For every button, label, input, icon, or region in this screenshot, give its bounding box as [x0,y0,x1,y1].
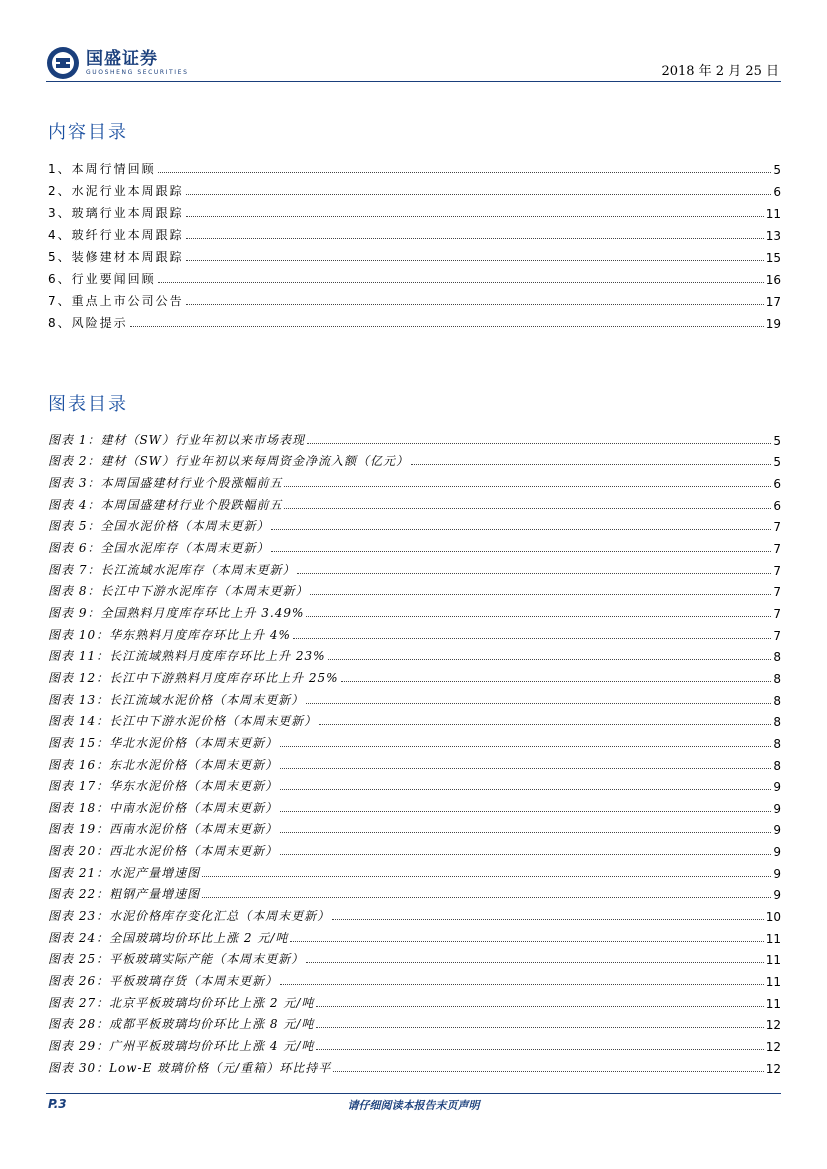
figure-entry[interactable] [48,902,781,924]
figure-entry[interactable] [48,751,781,773]
figure-entry-page: 11 [765,975,781,990]
figure-entry-label: 图表 11：长江流域熟料月度库存环比上升 23% [48,649,326,664]
figure-entry[interactable] [48,643,781,665]
figure-entry-page: 9 [773,866,781,881]
dot-leader [333,1070,763,1072]
figure-entry[interactable] [48,794,781,816]
figure-entry[interactable] [48,859,781,881]
dot-leader [186,215,764,217]
figure-entry[interactable] [48,578,781,600]
contents-entry[interactable] [48,309,781,331]
figure-entry-label: 图表 18：中南水泥价格（本周末更新） [48,800,279,815]
dot-leader [284,485,771,487]
figure-entry[interactable] [48,816,781,838]
contents-entry[interactable] [48,155,781,177]
figure-entry-page: 11 [765,996,781,1011]
figure-entry-label: 图表 26：平板玻璃存货（本周末更新） [48,974,279,989]
figure-entry-label: 图表 12：长江中下游熟料月度库存环比上升 25% [48,670,339,685]
dot-leader [186,259,764,261]
dot-leader [280,810,771,812]
figure-entry-page: 7 [773,585,781,600]
figure-entry-label: 图表 30：Low-E 玻璃价格（元/重箱）环比持平 [48,1060,332,1075]
figure-entry-page: 9 [773,888,781,903]
figure-entry-label: 图表 29：广州平板玻璃均价环比上涨 4 元/吨 [48,1039,315,1054]
figure-entry[interactable] [48,708,781,730]
dot-leader [306,961,764,963]
contents-entry-page: 16 [765,273,781,287]
page-header [46,42,781,82]
figure-entry[interactable] [48,556,781,578]
figure-entry-page: 5 [773,433,781,448]
figure-entry[interactable] [48,599,781,621]
dot-leader [280,853,771,855]
contents-entry[interactable] [48,221,781,243]
figure-entry-page: 5 [773,455,781,470]
dot-leader [158,281,764,283]
figure-entry-page: 9 [773,823,781,838]
figure-entry[interactable] [48,426,781,448]
logo-mark-icon [46,46,80,80]
dot-leader [290,940,763,942]
figure-entry-page: 8 [773,715,781,730]
figure-entry-page: 9 [773,801,781,816]
contents-entry-page: 19 [765,317,781,331]
contents-list [48,155,781,331]
figure-entry-label: 图表 17：华东水泥价格（本周末更新） [48,779,279,794]
contents-entry-page: 17 [765,295,781,309]
figure-entry[interactable] [48,1011,781,1033]
dot-leader [293,637,771,639]
contents-entry[interactable] [48,243,781,265]
contents-entry-label: 2、水泥行业本周跟踪 [48,184,184,198]
figure-entry-label: 图表 10：华东熟料月度库存环比上升 4% [48,627,291,642]
dot-leader [280,767,771,769]
dot-leader [328,658,772,660]
figure-entry-page: 7 [773,628,781,643]
figure-entry[interactable] [48,621,781,643]
figure-entry-page: 12 [765,1040,781,1055]
figure-entry-label: 图表 19：西南水泥价格（本周末更新） [48,822,279,837]
figure-entry-label: 图表 2：建材（SW）行业年初以来每周资金净流入额（亿元） [48,454,410,469]
figure-entry-label: 图表 15：华北水泥价格（本周末更新） [48,735,279,750]
figure-entry-page: 11 [765,931,781,946]
figure-entry-page: 12 [765,1061,781,1076]
contents-entry-page: 6 [773,185,781,199]
contents-entry-page: 13 [765,229,781,243]
footer-divider [46,1093,781,1094]
dot-leader [284,507,771,509]
figure-entry-page: 6 [773,476,781,491]
figure-entry-page: 7 [773,520,781,535]
dot-leader [341,680,772,682]
dot-leader [186,193,772,195]
figure-entry[interactable] [48,1054,781,1076]
figure-entry[interactable] [48,967,781,989]
dot-leader [280,745,771,747]
contents-entry[interactable] [48,287,781,309]
dot-leader [319,723,771,725]
header-divider [46,81,781,82]
figure-entry[interactable] [48,534,781,556]
figure-entry[interactable] [48,686,781,708]
dot-leader [202,875,771,877]
dot-leader [316,1048,763,1050]
figure-entry-label: 图表 5：全国水泥价格（本周末更新） [48,519,270,534]
contents-entry-label: 6、行业要闻回顾 [48,272,156,286]
figure-entry[interactable] [48,837,781,859]
figure-entry-page: 10 [765,910,781,925]
figure-entry-label: 图表 3：本周国盛建材行业个股涨幅前五 [48,475,283,490]
logo-chinese-name: 国盛证券 [86,48,158,69]
figure-entry-label: 图表 6：全国水泥库存（本周末更新） [48,540,270,555]
figure-entry-page: 7 [773,563,781,578]
figure-entry-page: 9 [773,780,781,795]
figure-entry-page: 8 [773,758,781,773]
figure-entry-page: 11 [765,953,781,968]
contents-entry-label: 7、重点上市公司公告 [48,294,184,308]
figure-entry-page: 7 [773,541,781,556]
figure-entry-page: 8 [773,671,781,686]
dot-leader [310,593,771,595]
figure-entry[interactable] [48,1032,781,1054]
figure-entry-label: 图表 20：西北水泥价格（本周末更新） [48,844,279,859]
report-date: 2018 年 2 月 25 日 [661,64,779,79]
figure-entry[interactable] [48,448,781,470]
figure-entry[interactable] [48,773,781,795]
contents-entry-label: 1、本周行情回顾 [48,162,156,176]
figure-entry-label: 图表 14：长江中下游水泥价格（本周末更新） [48,714,318,729]
contents-entry[interactable] [48,199,781,221]
figure-entry-page: 7 [773,606,781,621]
dot-leader [316,1026,763,1028]
dot-leader [306,702,771,704]
figure-entry-label: 图表 4：本周国盛建材行业个股跌幅前五 [48,497,283,512]
figure-entry-label: 图表 1：建材（SW）行业年初以来市场表现 [48,432,306,447]
dot-leader [202,896,771,898]
contents-entry-label: 8、风险提示 [48,316,128,330]
figure-entry-label: 图表 27：北京平板玻璃均价环比上涨 2 元/吨 [48,995,315,1010]
figure-entry-label: 图表 24：全国玻璃均价环比上涨 2 元/吨 [48,930,289,945]
figure-entry[interactable] [48,881,781,903]
figure-entry-page: 9 [773,845,781,860]
figures-title: 图表目录 [48,394,128,415]
contents-title: 内容目录 [48,122,128,143]
figure-entry-page: 8 [773,736,781,751]
contents-entry-label: 4、玻纤行业本周跟踪 [48,228,184,242]
dot-leader [297,572,771,574]
dot-leader [271,528,771,530]
figure-entry[interactable] [48,469,781,491]
dot-leader [158,171,772,173]
dot-leader [307,442,771,444]
dot-leader [280,983,764,985]
contents-entry[interactable] [48,177,781,199]
contents-entry-label: 5、装修建材本周跟踪 [48,250,184,264]
figure-entry[interactable] [48,513,781,535]
figure-entry-label: 图表 7：长江流域水泥库存（本周末更新） [48,562,296,577]
dot-leader [280,831,771,833]
figure-entry-label: 图表 13：长江流域水泥价格（本周末更新） [48,692,305,707]
dot-leader [411,463,771,465]
dot-leader [271,550,771,552]
dot-leader [186,303,764,305]
figure-entry-page: 12 [765,1018,781,1033]
contents-entry-page: 15 [765,251,781,265]
figure-entry-label: 图表 21：水泥产量增速图 [48,865,201,880]
footer-disclaimer: 请仔细阅读本报告末页声明 [347,1099,480,1112]
figure-entry-label: 图表 23：水泥价格库存变化汇总（本周末更新） [48,909,331,924]
contents-entry-page: 11 [765,207,781,221]
figure-entry[interactable] [48,946,781,968]
dot-leader [306,615,771,617]
dot-leader [332,918,764,920]
contents-entry[interactable] [48,265,781,287]
figure-entry-label: 图表 9：全国熟料月度库存环比上升 3.49% [48,605,305,620]
figure-entry[interactable] [48,729,781,751]
figure-entry[interactable] [48,491,781,513]
dot-leader [316,1005,763,1007]
contents-entry-page: 5 [773,163,781,177]
logo-english-name: GUOSHENG SECURITIES [86,68,189,76]
figures-list [48,426,781,1076]
figure-entry-label: 图表 25：平板玻璃实际产能（本周末更新） [48,952,305,967]
figure-entry-label: 图表 28：成都平板玻璃均价环比上涨 8 元/吨 [48,1017,315,1032]
page-number: P.3 [48,1097,67,1111]
company-logo [46,46,188,80]
figure-entry-page: 8 [773,650,781,665]
figure-entry-label: 图表 22：粗钢产量增速图 [48,887,201,902]
figure-entry[interactable] [48,924,781,946]
dot-leader [130,325,764,327]
dot-leader [280,788,771,790]
contents-entry-label: 3、玻璃行业本周跟踪 [48,206,184,220]
figure-entry-page: 8 [773,693,781,708]
figure-entry-label: 图表 8：长江中下游水泥库存（本周末更新） [48,584,309,599]
dot-leader [186,237,764,239]
figure-entry[interactable] [48,664,781,686]
figure-entry-label: 图表 16：东北水泥价格（本周末更新） [48,757,279,772]
figure-entry-page: 6 [773,498,781,513]
figure-entry[interactable] [48,989,781,1011]
